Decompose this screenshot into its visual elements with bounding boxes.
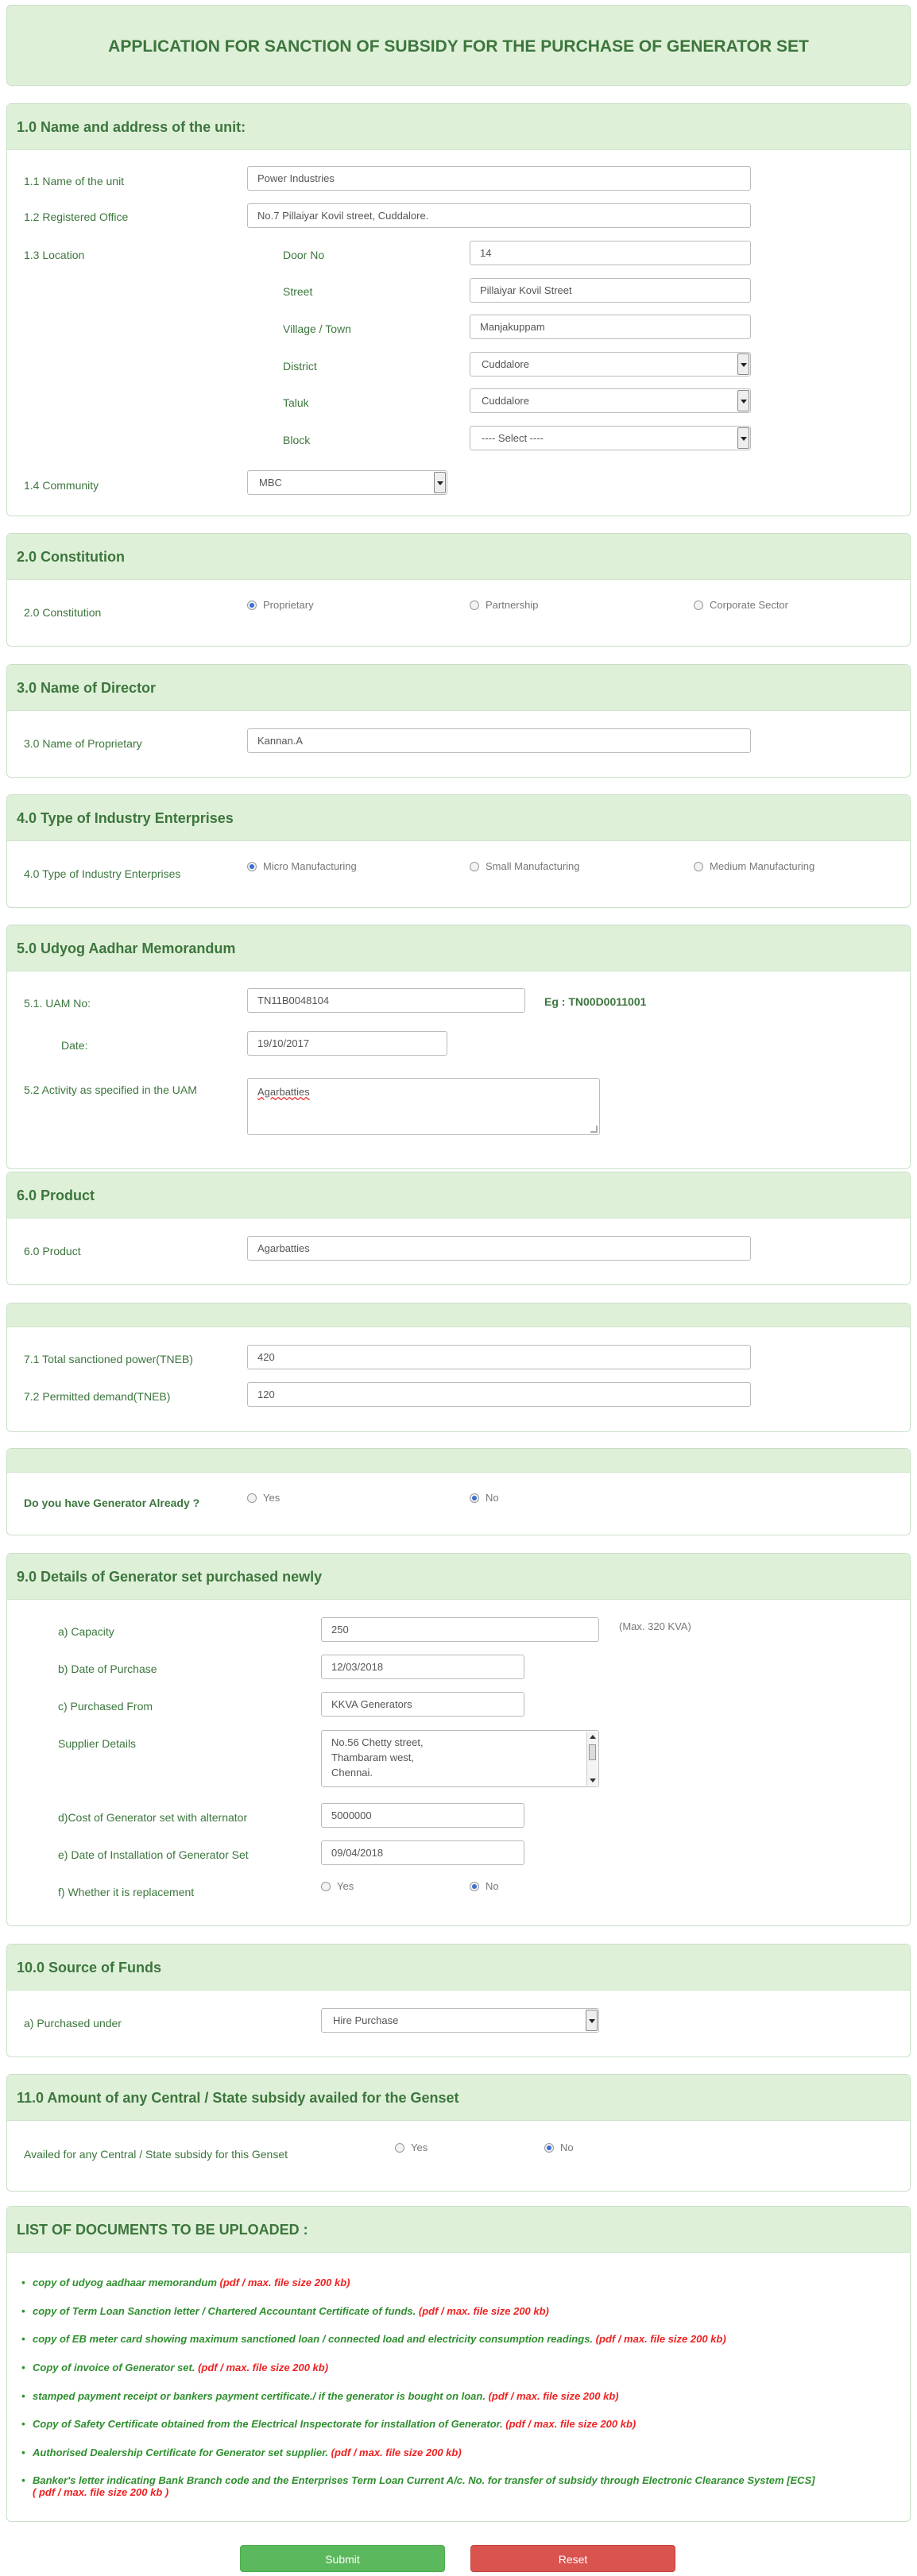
- uam-example: Eg : TN00D0011001: [544, 995, 647, 1008]
- activity-label: 5.2 Activity as specified in the UAM: [24, 1083, 197, 1096]
- uam-no-input[interactable]: TN11B0048104: [247, 988, 525, 1013]
- section-heading: 4.0 Type of Industry Enterprises: [7, 795, 910, 841]
- taluk-select[interactable]: [470, 388, 751, 413]
- proprietary-name-input[interactable]: Kannan.A: [247, 728, 751, 753]
- section-source-of-funds: [6, 1944, 911, 2057]
- title-card: [6, 5, 911, 86]
- district-label: District: [283, 360, 317, 373]
- section-unit-address: [6, 103, 911, 516]
- reset-button[interactable]: Reset: [470, 2545, 675, 2572]
- radio-unchecked-icon: [694, 601, 703, 610]
- bullet-icon: •: [21, 2447, 25, 2458]
- capacity-input[interactable]: 250: [321, 1617, 599, 1642]
- bullet-icon: •: [21, 2362, 25, 2373]
- purchase-date-label: b) Date of Purchase: [58, 1663, 157, 1675]
- section-documents: [6, 2206, 911, 2522]
- document-item: [21, 2474, 815, 2498]
- radio-replacement-yes[interactable]: [321, 1880, 354, 1892]
- radio-checked-icon: [247, 601, 257, 610]
- document-item: [21, 2390, 619, 2402]
- power-label: 7.1 Total sanctioned power(TNEB): [24, 1353, 193, 1365]
- uam-label: 5.1. UAM No:: [24, 997, 91, 1010]
- document-text: Copy of Safety Certificate obtained from the Electrical Inspectorate for installation of Generator.: [33, 2418, 503, 2430]
- scroll-up-icon[interactable]: [590, 1735, 596, 1739]
- section-existing-generator: [6, 1448, 911, 1535]
- document-text: Authorised Dealership Certificate for Generator set supplier.: [33, 2447, 329, 2458]
- purchased-under-select[interactable]: [321, 2008, 599, 2033]
- bullet-icon: •: [21, 2333, 25, 2345]
- section-heading: LIST OF DOCUMENTS TO BE UPLOADED :: [7, 2207, 910, 2253]
- section-heading: 2.0 Constitution: [7, 534, 910, 580]
- chevron-down-icon: [737, 390, 749, 411]
- supplier-line: Thambaram west,: [331, 1751, 415, 1763]
- street-label: Street: [283, 285, 313, 298]
- chevron-down-icon: [586, 2010, 598, 2031]
- taluk-value: Cuddalore: [482, 395, 529, 407]
- document-note: (pdf / max. file size 200 kb): [505, 2418, 636, 2430]
- purchased-under-label: a) Purchased under: [24, 2017, 122, 2030]
- radio-unchecked-icon: [470, 862, 479, 871]
- option-label: Yes: [337, 1880, 354, 1892]
- bullet-icon: •: [21, 2474, 25, 2486]
- chevron-down-icon: [737, 353, 749, 375]
- radio-subsidy-yes[interactable]: [395, 2142, 428, 2153]
- district-select[interactable]: [470, 352, 751, 377]
- unit-name-input[interactable]: Power Industries: [247, 166, 751, 191]
- option-label: Partnership: [486, 599, 539, 611]
- radio-checked-icon: [470, 1493, 479, 1503]
- document-item: [21, 2305, 549, 2317]
- block-label: Block: [283, 434, 311, 446]
- document-item: [21, 2362, 328, 2373]
- section-udyog-aadhar: [6, 925, 911, 1169]
- radio-subsidy-no[interactable]: [544, 2142, 574, 2153]
- demand-label: 7.2 Permitted demand(TNEB): [24, 1390, 171, 1403]
- supplier-line: Chennai.: [331, 1767, 373, 1778]
- document-text: stamped payment receipt or bankers payment certificate./ if the generator is bought on loan.: [33, 2390, 486, 2402]
- section-heading: 6.0 Product: [7, 1172, 910, 1218]
- option-label: No: [486, 1492, 499, 1504]
- option-label: Proprietary: [263, 599, 314, 611]
- document-item: [21, 2418, 636, 2430]
- block-select[interactable]: [470, 426, 751, 450]
- document-note: (pdf / max. file size 200 kb): [488, 2390, 619, 2402]
- name-label: 1.1 Name of the unit: [24, 175, 125, 187]
- document-text: copy of Term Loan Sanction letter / Chartered Accountant Certificate of funds.: [33, 2305, 416, 2317]
- scrollbar[interactable]: [586, 1732, 598, 1786]
- section-subsidy-availed: [6, 2074, 911, 2192]
- bullet-icon: •: [21, 2305, 25, 2317]
- purchase-date-input[interactable]: 12/03/2018: [321, 1655, 524, 1679]
- section-heading: 10.0 Source of Funds: [7, 1945, 910, 1991]
- document-text: Banker's letter indicating Bank Branch code and the Enterprises Term Loan Current A/c. No. for transfer of subsidy through Electronic Clearance System [ECS]: [33, 2474, 815, 2486]
- radio-proprietary[interactable]: [247, 599, 314, 611]
- section-heading: 1.0 Name and address of the unit:: [7, 104, 910, 150]
- proprietary-label: 3.0 Name of Proprietary: [24, 737, 142, 750]
- location-label: 1.3 Location: [24, 249, 85, 261]
- section-power: [6, 1303, 911, 1432]
- submit-button[interactable]: Submit: [240, 2545, 445, 2572]
- door-no-input[interactable]: 14: [470, 241, 751, 265]
- section-product: [6, 1172, 911, 1285]
- document-note: ( pdf / max. file size 200 kb ): [33, 2486, 169, 2498]
- existing-generator-label: Do you have Generator Already ?: [24, 1497, 200, 1509]
- bullet-icon: •: [21, 2277, 25, 2288]
- activity-textarea[interactable]: [247, 1078, 600, 1135]
- document-note: (pdf / max. file size 200 kb): [418, 2305, 549, 2317]
- option-label: Small Manufacturing: [486, 860, 580, 872]
- option-label: No: [560, 2142, 574, 2153]
- street-input[interactable]: Pillaiyar Kovil Street: [470, 278, 751, 303]
- radio-replacement-no[interactable]: [470, 1880, 499, 1892]
- purchased-from-input[interactable]: KKVA Generators: [321, 1692, 524, 1717]
- industry-type-label: 4.0 Type of Industry Enterprises: [24, 867, 181, 880]
- radio-checked-icon: [247, 862, 257, 871]
- supplier-details-textarea[interactable]: [321, 1730, 599, 1787]
- section-heading: [7, 1303, 910, 1327]
- document-note: (pdf / max. file size 200 kb): [595, 2333, 726, 2345]
- product-label: 6.0 Product: [24, 1245, 81, 1257]
- sanctioned-power-input[interactable]: 420: [247, 1345, 751, 1369]
- option-label: Yes: [411, 2142, 428, 2153]
- radio-partnership[interactable]: [470, 599, 538, 611]
- chevron-down-icon: [737, 427, 749, 449]
- permitted-demand-input[interactable]: 120: [247, 1382, 751, 1407]
- radio-checked-icon: [470, 1882, 479, 1891]
- uam-date-input[interactable]: 19/10/2017: [247, 1031, 447, 1056]
- community-value: MBC: [259, 477, 282, 489]
- supplier-label: Supplier Details: [58, 1737, 137, 1750]
- bullet-icon: •: [21, 2418, 25, 2430]
- radio-corporate-sector[interactable]: [694, 599, 788, 611]
- document-note: (pdf / max. file size 200 kb): [198, 2362, 329, 2373]
- document-item: [21, 2447, 462, 2458]
- section-heading: 5.0 Udyog Aadhar Memorandum: [7, 925, 910, 971]
- section-generator-details: [6, 1553, 911, 1926]
- product-input[interactable]: Agarbatties: [247, 1236, 751, 1261]
- section-heading: 3.0 Name of Director: [7, 665, 910, 711]
- village-label: Village / Town: [283, 322, 351, 335]
- radio-checked-icon: [544, 2143, 554, 2153]
- block-value: ---- Select ----: [482, 432, 544, 444]
- radio-unchecked-icon: [694, 862, 703, 871]
- radio-medium-manufacturing[interactable]: [694, 860, 814, 872]
- bullet-icon: •: [21, 2390, 25, 2402]
- taluk-label: Taluk: [283, 396, 309, 409]
- document-text: Copy of invoice of Generator set.: [33, 2362, 195, 2373]
- purchased-under-value: Hire Purchase: [333, 2014, 399, 2026]
- install-date-label: e) Date of Installation of Generator Set: [58, 1848, 249, 1861]
- option-label: Corporate Sector: [710, 599, 788, 611]
- radio-small-manufacturing[interactable]: [470, 860, 580, 872]
- replacement-label: f) Whether it is replacement: [58, 1886, 195, 1898]
- scroll-thumb[interactable]: [589, 1744, 596, 1760]
- section-heading: 9.0 Details of Generator set purchased newly: [7, 1554, 910, 1600]
- option-label: No: [486, 1880, 499, 1892]
- radio-unchecked-icon: [395, 2143, 404, 2153]
- section-heading: 11.0 Amount of any Central / State subsidy availed for the Genset: [7, 2075, 910, 2121]
- option-label: Yes: [263, 1492, 281, 1504]
- document-item: [21, 2333, 726, 2345]
- uam-date-label: Date:: [61, 1039, 88, 1052]
- cost-label: d)Cost of Generator set with alternator: [58, 1811, 248, 1824]
- subsidy-label: Availed for any Central / State subsidy for this Genset: [24, 2148, 288, 2161]
- page-title: APPLICATION FOR SANCTION OF SUBSIDY FOR THE PURCHASE OF GENERATOR SET: [108, 37, 809, 56]
- registered-office-input[interactable]: No.7 Pillaiyar Kovil street, Cuddalore.: [247, 203, 751, 228]
- document-text: copy of udyog aadhaar memorandum: [33, 2277, 217, 2288]
- document-item: [21, 2277, 350, 2288]
- scroll-down-icon[interactable]: [590, 1778, 596, 1782]
- install-date-input[interactable]: 09/04/2018: [321, 1840, 524, 1865]
- activity-value: Agarbatties: [257, 1086, 310, 1098]
- radio-unchecked-icon: [321, 1882, 331, 1891]
- section-industry-type: [6, 794, 911, 908]
- supplier-line: No.56 Chetty street,: [331, 1736, 424, 1748]
- section-constitution: [6, 533, 911, 647]
- village-input[interactable]: Manjakuppam: [470, 315, 751, 339]
- office-label: 1.2 Registered Office: [24, 210, 129, 223]
- document-text: copy of EB meter card showing maximum sanctioned loan / connected load and electricity consumption readings.: [33, 2333, 594, 2345]
- radio-micro-manufacturing[interactable]: [247, 860, 357, 872]
- radio-generator-no[interactable]: [470, 1492, 499, 1504]
- radio-unchecked-icon: [247, 1493, 257, 1503]
- capacity-hint: (Max. 320 KVA): [619, 1620, 691, 1632]
- purchased-from-label: c) Purchased From: [58, 1700, 153, 1713]
- district-value: Cuddalore: [482, 358, 529, 370]
- radio-unchecked-icon: [470, 601, 479, 610]
- chevron-down-icon: [434, 472, 446, 493]
- section-heading: [7, 1449, 910, 1473]
- door-label: Door No: [283, 249, 325, 261]
- option-label: Micro Manufacturing: [263, 860, 357, 872]
- document-note: (pdf / max. file size 200 kb): [331, 2447, 462, 2458]
- constitution-label: 2.0 Constitution: [24, 606, 102, 619]
- capacity-label: a) Capacity: [58, 1625, 114, 1638]
- radio-generator-yes[interactable]: [247, 1492, 280, 1504]
- community-select[interactable]: [247, 470, 447, 495]
- community-label: 1.4 Community: [24, 479, 99, 492]
- document-note: (pdf / max. file size 200 kb): [219, 2277, 350, 2288]
- resize-grip-icon[interactable]: [590, 1126, 598, 1133]
- cost-input[interactable]: 5000000: [321, 1803, 524, 1828]
- section-director: [6, 664, 911, 778]
- option-label: Medium Manufacturing: [710, 860, 815, 872]
